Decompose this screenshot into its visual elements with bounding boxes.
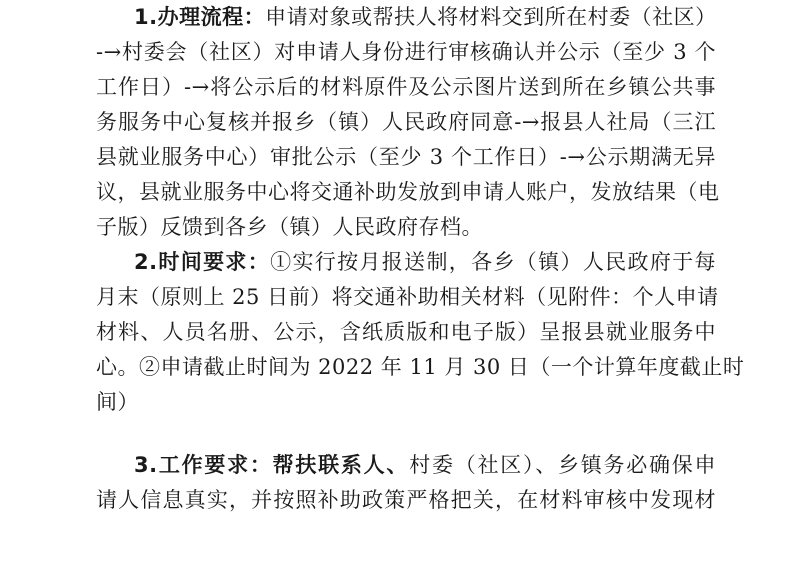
section3-emph: 帮扶联系人、 — [272, 453, 410, 477]
section2-line-5: 间） — [96, 390, 139, 414]
section2-label: 2.时间要求： — [134, 250, 271, 274]
section2-line-1 — [134, 249, 716, 275]
section1-label: 1.办理流程： — [134, 5, 266, 29]
section1-line-2: -→村委会（社区）对申请人身份进行审核确认并公示（至少 3 个 — [96, 40, 716, 64]
section3-label: 3.工作要求： — [134, 453, 273, 477]
section3-text-1: 村委（社区）、乡镇务必确保申 — [409, 453, 717, 477]
section1-line-4: 务服务中心复核并报乡（镇）人民政府同意-→报县人社局（三江 — [96, 110, 716, 134]
section3-line-2: 请人信息真实，并按照补助政策严格把关，在材料审核中发现材 — [96, 488, 716, 512]
section1-line-3: 工作日）-→将公示后的材料原件及公示图片送到所在乡镇公共事 — [96, 75, 716, 99]
section1-line-6: 议，县就业服务中心将交通补助发放到申请人账户，发放结果（电 — [96, 180, 720, 204]
section1-text-1: 申请对象或帮扶人将材料交到所在村委（社区） — [265, 5, 717, 29]
section2-line-4: 心。②申请截止时间为 2022 年 11 月 30 日（一个计算年度截止时 — [96, 355, 745, 379]
section3-line-1 — [134, 452, 716, 478]
section1-line-1 — [134, 4, 716, 30]
section2-line-3: 材料、人员名册、公示，含纸质版和电子版）呈报县就业服务中 — [96, 320, 716, 344]
section1-line-7: 子版）反馈到各乡（镇）人民政府存档。 — [96, 215, 483, 239]
section2-text-1: ①实行按月报送制，各乡（镇）人民政府于每 — [270, 250, 716, 274]
section2-line-2: 月末（原则上 25 日前）将交通补助相关材料（见附件：个人申请 — [96, 285, 719, 309]
section1-line-5: 县就业服务中心）审批公示（至少 3 个工作日）-→公示期满无异 — [96, 145, 716, 169]
